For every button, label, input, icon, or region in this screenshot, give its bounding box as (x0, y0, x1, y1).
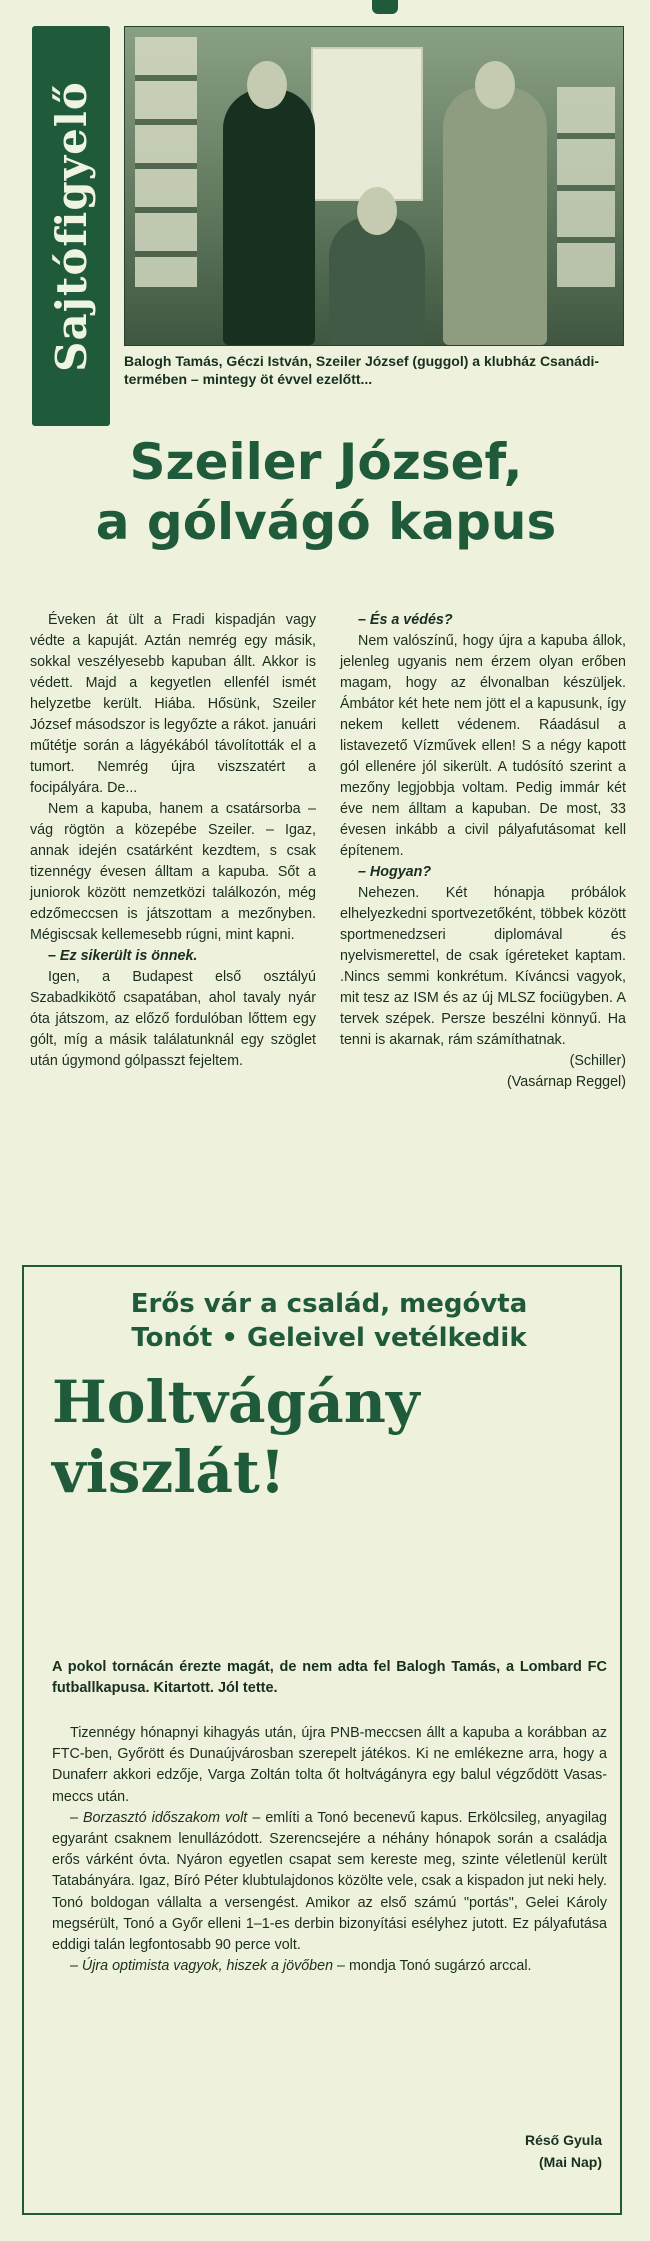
question: – Hogyan? (358, 864, 432, 880)
boxed-title-line-2: viszlát! (52, 1438, 286, 1506)
wall-frames-right (557, 87, 615, 287)
author-name: Réső Gyula (524, 2132, 602, 2148)
photo-section (32, 26, 622, 426)
person-right (443, 87, 547, 345)
boxed-body (52, 1723, 607, 1977)
body-text: – mondja Tonó sugárzó arccal. (333, 1958, 532, 1975)
question: – Ez sikerült is önnek. (48, 948, 198, 964)
left-column (30, 610, 316, 1093)
boxed-title (52, 1367, 612, 1507)
head-left (247, 61, 287, 109)
kicker-line-1: Erős vár a család, megóvta (130, 1289, 528, 1319)
kicker-line-2: Tonót • Geleivel vetélkedik (131, 1323, 527, 1353)
photo-caption: Balogh Tamás, Géczi István, Szeiler József (guggol) a klubház Csanádi-termében – mintegy öt évvel ezelőtt... (124, 353, 600, 387)
kicker (54, 1287, 604, 1355)
section-tag-label: Sajtófigyelő (46, 80, 96, 372)
source-credit: (Schiller) (569, 1053, 626, 1069)
paragraph: Nem a kapuba, hanem a csatársorba – vág rögtön a közepébe Szeiler. – Igaz, annak idején csatárként kezdtem, s csak tizennégy évesen álltam a kapuba. Sőt a juniorok között nemzetközi találkozón, még edzőmeccsen is játszottam a mezőnyben. Mégiscsak kellemesebb rúgni, mint kapni. (30, 801, 316, 943)
wall-frames (135, 37, 197, 287)
body-text: – említi a Tonó becenevű kapus. Erkölcsileg, anyagilag egyaránt csaknem lenullázódott. Szerencsejére a néhány hónapok során a családja erős várként óvta. Nyáron egyetlen csapat sem kereste meg, szinte véletlenül került Tatabányára. Igaz, Bíró Péter klubtulajdonos közölte vele, csak a kispadon jut neki hely. Tonó boldogan vállalta a versengést. Amikor az első számú "portás", Gelei Károly megsérült, Tonó a Győr elleni 1–1-es derbin bizonyítási esélyhez jutott. Ez pályafutása eddigi talán legfontosabb 90 perce volt. (52, 1809, 607, 1954)
boxed-article (22, 1265, 622, 2215)
article-columns (30, 610, 626, 1093)
signature (525, 2129, 602, 2173)
person-left (223, 89, 315, 345)
decorative-mark (372, 0, 398, 14)
headline-line-2: a gólvágó kapus (95, 493, 557, 551)
quote-italic: – Borzasztó időszakom volt (70, 1809, 248, 1826)
lead-paragraph: A pokol tornácán érezte magát, de nem adta fel Balogh Tamás, a Lombard FC futballkapusa. Kitartott. Jól tette. (52, 1659, 607, 1696)
quote-italic: – Újra optimista vagyok, hiszek a jövőben (70, 1958, 334, 1975)
body-paragraph-3 (52, 1956, 607, 1977)
paragraph: Nem valószínű, hogy újra a kapuba állok, jelenleg ugyanis nem érzem olyan erőben magam, hogy az élvonalban készüljek. Ámbátor két hete nem jött el a kapusunk, így nekem kellett védenem. Ráadásul a listavezető Vízművek ellen! S a négy kapott gól ellenére jól sikerült. A tudósító szerint a mezőny legjobbja voltam. Pedig immár két éve nem álltam a kapuban. De most, 33 évesen inkább a civil pályafutásomat kell építenem. (340, 633, 626, 859)
source-name: (Mai Nap) (539, 2154, 602, 2170)
head-middle (357, 187, 397, 235)
team-photo (124, 26, 624, 346)
right-column (340, 610, 626, 1093)
boxed-title-line-1: Holtvágány (52, 1368, 420, 1436)
paragraph: Igen, a Budapest első osztályú Szabadkikötő csapatában, ahol tavaly nyár óta játszom, az előző fordulóban lőttem egy gólt, míg a másik találatunknál egy szöglet után úgymond gólpasszt fejeltem. (30, 969, 316, 1069)
source-credit: (Vasárnap Reggel) (507, 1074, 626, 1090)
framed-shirt (311, 47, 423, 201)
question: – És a védés? (358, 612, 453, 628)
body-paragraph-1: Tizennégy hónapnyi kihagyás után, újra PNB-meccsen állt a kapuba a korábban az FTC-ben, Győrött és Dunaújvárosban szerepelt játékos. Ki ne emlékezne arra, hogy a Dunaferr akkori edzője, Varga Zoltán tolta őt holtvágányra egy balul végződött Vasas-meccs után. (52, 1725, 607, 1805)
paragraph: Nehezen. Két hónapja próbálok elhelyezkedni sportvezetőként, többek között sportmenedzseri diplomával és nyelvismerettel, de csak ígéreteket kaptam. .Nincs semmi konkrétum. Kíváncsi vagyok, mit tesz az ISM és az új MLSZ fociügyben. A tervek szépek. Persze beszélni könnyű. Ha tenni is akarnak, rám számíthatnak. (340, 885, 626, 1048)
article-headline (30, 432, 622, 552)
section-tag (32, 26, 110, 426)
head-right (475, 61, 515, 109)
paragraph: Éveken át ült a Fradi kispadján vagy védte a kapuját. Aztán nemrég egy másik, sokkal veszélyesebb kapuban állt. Akkor is védett. Majd a kegyetlen ellenfél ismét helyzetbe került. Hiába. Hősünk, Szeiler József másodszor is legyőzte a rákot. januári műtétje során a lágyékából távolították el a tumort. Nemrég újra viszszatért a focipályára. De... (30, 612, 316, 796)
headline-line-1: Szeiler József, (129, 433, 523, 491)
person-crouching (329, 217, 425, 345)
body-paragraph-2 (52, 1808, 607, 1956)
